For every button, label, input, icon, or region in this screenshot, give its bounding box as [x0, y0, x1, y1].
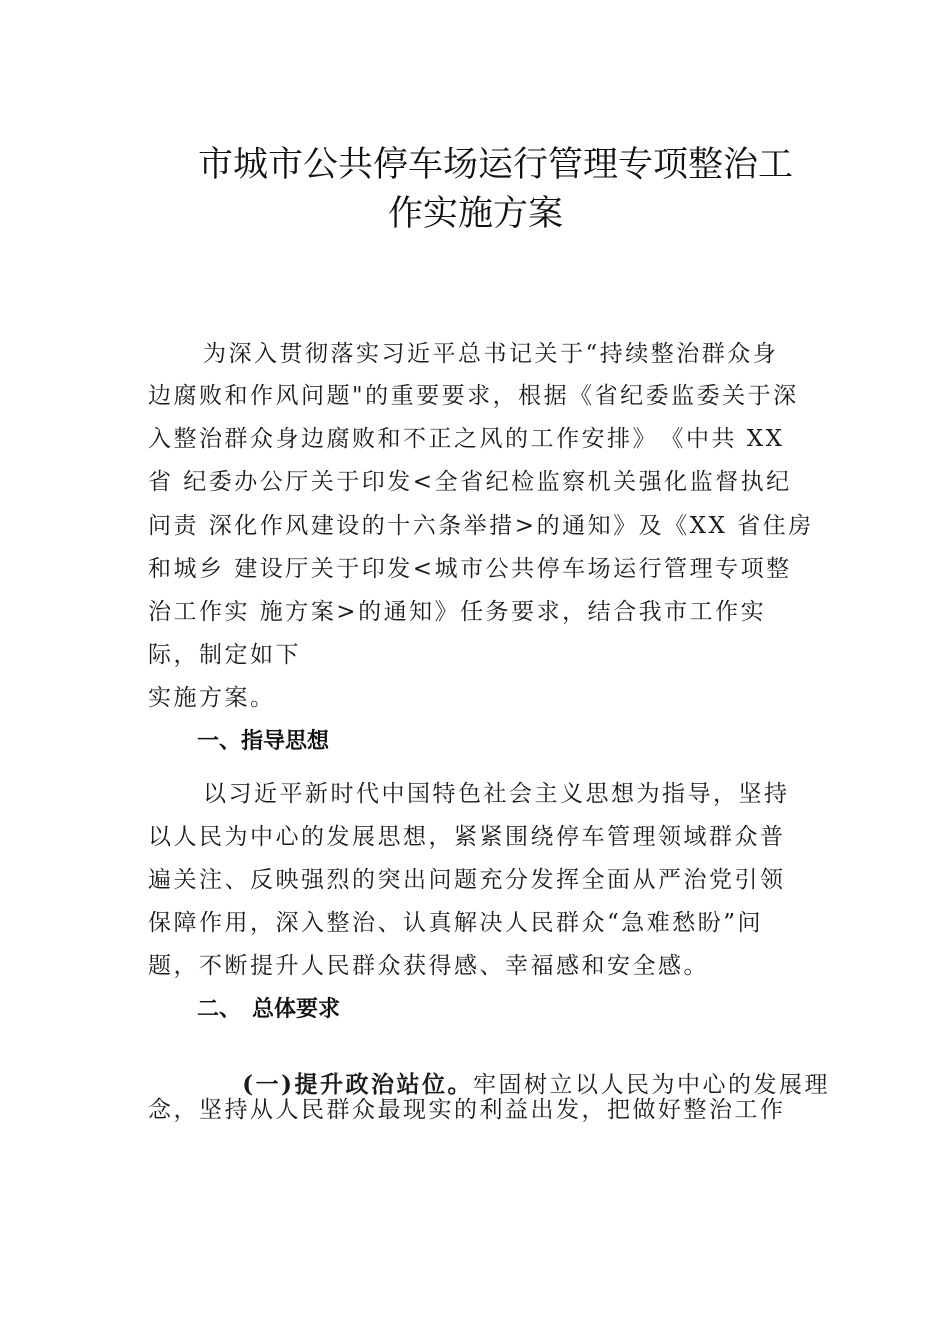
- intro-paragraph-line: 省 纪委办公厅关于印发<全省纪检监察机关强化监督执纪: [148, 469, 792, 495]
- section-1-paragraph-line: 题，不断提升人民群众获得感、幸福感和安全感。: [148, 953, 709, 979]
- section-2-item-1-continuation: 念，坚持从人民群众最现实的利益出发，把做好整治工作: [148, 1097, 786, 1123]
- document-title-line-1: 市城市公共停车场运行管理专项整治工: [198, 145, 794, 185]
- intro-paragraph-line: 问责 深化作风建设的十六条举措>的通知》及《XX 省住房: [148, 513, 814, 539]
- intro-paragraph-line: 入整治群众身边腐败和不正之风的工作安排》 《中共 XX: [148, 426, 785, 452]
- intro-paragraph-line: 治工作实 施方案>的通知》任务要求，结合我市工作实: [148, 599, 767, 625]
- section-1-paragraph-line: 以人民为中心的发展思想，紧紧围绕停车管理领域群众普: [148, 824, 786, 850]
- section-2-item-1-text: 牢固树立以人民为中心的发展理: [473, 1072, 831, 1098]
- intro-paragraph-line: 边腐败和作风问题"的重要要求，根据《省纪委监委关于深: [148, 383, 799, 409]
- section-2-item-1-label: (一)提升政治站位。: [242, 1071, 474, 1098]
- intro-paragraph-line: 为深入贯彻落实习近平总书记关于“持续整治群众身: [203, 341, 779, 367]
- section-1-paragraph-line: 遍关注、反映强烈的突出问题充分发挥全面从严治党引领: [148, 867, 786, 893]
- document-title-line-2: 作实施方案: [388, 194, 564, 234]
- intro-paragraph-line: 和城乡 建设厅关于印发<城市公共停车场运行管理专项整: [148, 556, 792, 582]
- intro-paragraph-line: 际，制定如下: [148, 642, 301, 668]
- section-2-heading: 二、 总体要求: [197, 997, 341, 1022]
- section-1-paragraph-line: 以习近平新时代中国特色社会主义思想为指导，坚持: [203, 781, 790, 807]
- intro-paragraph-line: 实施方案。: [148, 685, 276, 711]
- section-1-heading: 一、指导思想: [197, 729, 330, 754]
- section-1-paragraph-line: 保障作用，深入整治、认真解决人民群众“急难愁盼”问: [148, 910, 764, 936]
